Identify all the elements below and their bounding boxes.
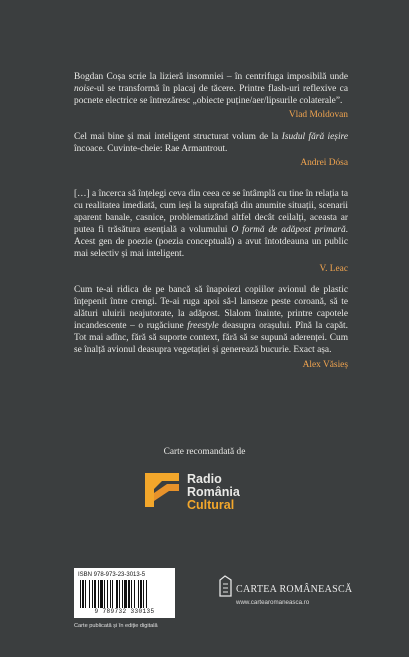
radio-logo-line2: România <box>187 485 240 499</box>
barcode-bar <box>112 580 113 608</box>
barcode-bar <box>98 580 99 608</box>
blurb-text-part: . Acest gen de poezie (poezia conceptuală) a avut întotdeauna un public mai selectiv și mai inteligent. <box>74 225 348 260</box>
barcode-bar <box>85 580 86 608</box>
blurb-text <box>74 131 348 155</box>
blurb-text-part: Cel mai bine și mai inteligent structurat volum de la <box>74 132 282 142</box>
barcode-bar <box>104 580 105 608</box>
blurb-dosa <box>74 131 348 169</box>
barcode-bar <box>134 580 135 608</box>
publisher-logo-icon <box>218 574 233 598</box>
blurb-author: Vlad Moldovan <box>288 110 348 121</box>
digital-edition-note: Carte publicată și în ediție digitală <box>74 623 158 629</box>
blurb-leac <box>74 188 348 275</box>
publisher-url[interactable]: www.cartearomaneasca.ro <box>236 599 310 606</box>
blurb-text <box>74 188 348 261</box>
publisher-name: CARTEA ROMÂNEASCĂ <box>236 584 353 595</box>
barcode-bar <box>94 580 96 608</box>
barcode-digits: 9 789732 330135 <box>94 608 155 615</box>
blurb-author: Alex Văsieș <box>302 359 348 370</box>
radio-romania-cultural-logo <box>145 471 265 517</box>
radio-logo-line1: Radio <box>187 472 222 486</box>
barcode-bar <box>119 580 120 608</box>
barcode-bar <box>100 580 103 608</box>
isbn-text: ISBN 978-973-23-3013-5 <box>78 572 146 578</box>
blurb-text-part: Cum te-ai ridica de pe bancă să înapoiezi copiilor avionul de plastic înțepenit între crengi. Te-ai ruga apoi să-l lanseze peste coroană, să te alături uluirii neajutorate, la adăpost. Slalom înainte, printre capotele incandescente – o rugăciune <box>74 285 348 332</box>
blurb-text-italic: noise <box>74 84 94 95</box>
blurb-text-italic: Isudul fără ieșire <box>281 132 349 142</box>
radio-logo-wordmark <box>187 473 240 512</box>
blurb-text-italic: freestyle <box>187 321 219 332</box>
blurb-text-part: încoace. Cuvinte-cheie: Rae Armantrout. <box>74 144 228 155</box>
barcode-bar <box>138 580 139 608</box>
barcode-bar <box>140 580 142 608</box>
barcode-bar <box>146 580 147 608</box>
barcode-bar <box>82 580 84 608</box>
barcode-bar <box>131 580 132 608</box>
blurb-author: V. Leac <box>319 263 348 274</box>
blurb-text-part: deasupra orașului. Pînă la capăt. Tot mai adînc, fără să suporte context, fără să se supună aderenței. Cum se înalță avionul deasupra vegetației și generează bucurie. Exact așa. <box>74 321 348 356</box>
blurb-text <box>74 71 348 107</box>
blurb-text <box>74 284 348 357</box>
barcode-bar <box>122 580 123 608</box>
blurb-text-part: Bogdan Coșa scrie la lizieră insomniei – în centrifuga imposibilă unde <box>74 72 348 82</box>
barcode-bar <box>124 580 127 608</box>
barcode-bar <box>128 580 130 608</box>
barcode-bar <box>89 580 90 608</box>
barcode-bar <box>107 580 108 608</box>
blurb-moldovan <box>74 71 348 121</box>
barcode-bar <box>110 580 111 608</box>
barcode-bar <box>143 580 144 608</box>
blurb-author: Andrei Dósa <box>300 158 348 169</box>
blurb-text-italic: O formă de adăpost primară <box>231 225 346 236</box>
radio-logo-icon <box>145 473 179 507</box>
barcode-bar <box>92 580 93 608</box>
blurb-text-part: -ul se transformă în placaj de tăcere. Printre flash-uri reflexive ca pocnete electrice se întrezăresc „obiecte puține/aer/lipsurile colaterale”. <box>74 84 348 107</box>
blurb-vasies <box>74 284 348 371</box>
barcode-bar <box>116 580 118 608</box>
barcode-bars <box>80 580 169 608</box>
recommendation-label: Carte recomandată de <box>163 447 246 457</box>
barcode-bar <box>80 580 81 608</box>
radio-logo-line3: Cultural <box>187 498 235 512</box>
barcode-label <box>74 568 175 618</box>
blurb-text-part: […] a încerca să înțelegi ceva din ceea ce se întâmplă cu tine în relația ta cu realitatea imediată, cum ieși la suprafață din anumite situații, scenarii aparent banale, casnice, problematizând altfel decât ceilalți, aceasta ar putea fi trăsătura esențială a volumului <box>74 189 348 236</box>
